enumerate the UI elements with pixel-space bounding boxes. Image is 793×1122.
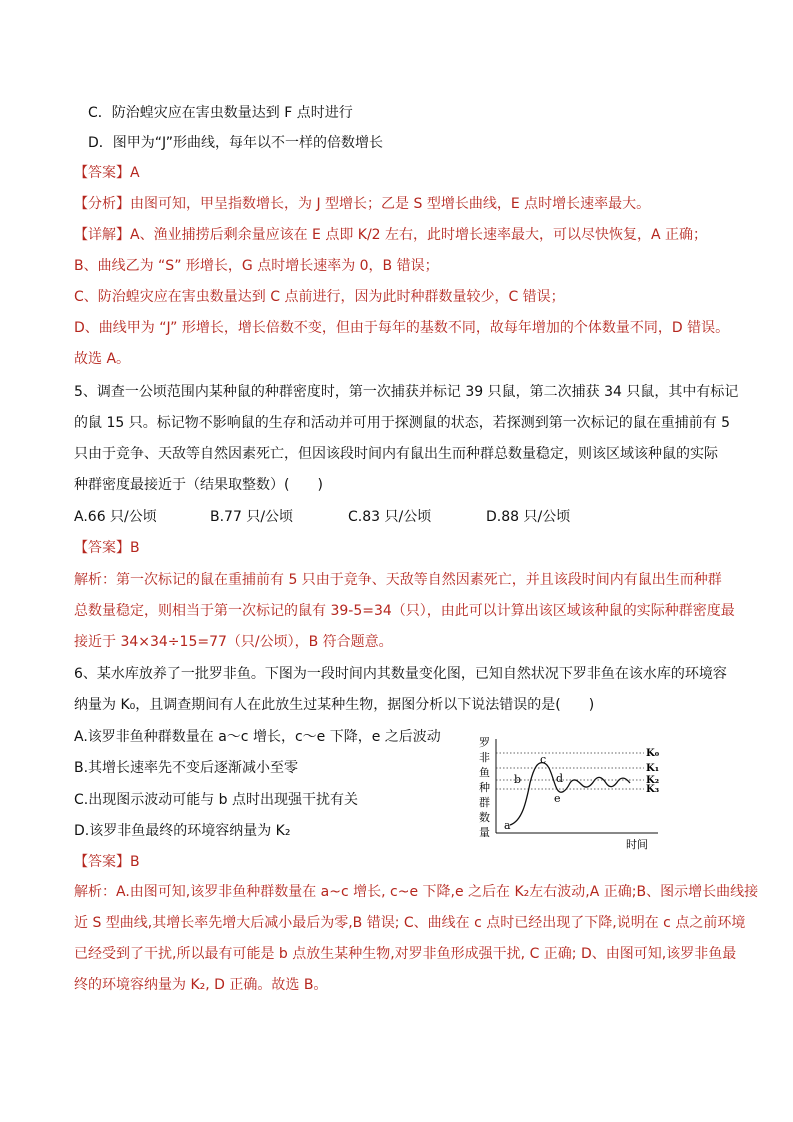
point-c-label: c [540, 753, 547, 766]
population-curve [510, 763, 630, 825]
q4-detail-3: C、防治蝗灾应在害虫数量达到 C 点前进行，因为此时种群数量较少，C 错误； [74, 289, 565, 305]
q6-answer [74, 852, 140, 872]
x-axis-label: 时间 [626, 838, 648, 851]
answer-label: 【答案】 [74, 854, 130, 870]
y-label-char: 非 [479, 751, 490, 764]
q4-analysis [74, 194, 650, 214]
q4-detail-1 [74, 225, 707, 245]
q4-answer [74, 163, 140, 183]
k2-label: K₂ [646, 775, 660, 786]
q5-option-c: C.83 只/公顷 [348, 509, 432, 525]
detail-label: 【详解】 [74, 227, 130, 243]
k3-label: K₃ [646, 784, 660, 795]
y-label-char: 罗 [479, 736, 490, 749]
population-graph [470, 733, 670, 853]
y-label-char: 量 [479, 826, 490, 839]
point-e-label: e [554, 792, 561, 805]
q6-explain-3: 已经受到了干扰,所以最有可能是 b 点放生某种生物,对罗非鱼形成强干扰, C 正确; D、由图可知,该罗非鱼最 [74, 946, 737, 962]
point-d-label: d [556, 772, 564, 785]
detail-text: A、渔业捕捞后剩余量应该在 E 点即 K/2 左右，此时增长速率最大，可以尽快恢复，A 正确； [130, 227, 708, 243]
q5-answer [74, 538, 140, 558]
q4-detail-2: B、曲线乙为 “S” 形增长，G 点时增长速率为 0，B 错误； [74, 258, 439, 274]
q5-line-2: 的鼠 15 只。标记物不影响鼠的生存和活动并可用于探测鼠的状态，若探测到第一次标记的鼠在重捕前有 5 [74, 415, 731, 431]
q6-option-a: A.该罗非鱼种群数量在 a～c 增长，c～e 下降，e 之后波动 [74, 729, 441, 745]
y-label-char: 种 [479, 781, 490, 794]
k0-label: K₀ [646, 748, 660, 759]
y-axis-label [479, 736, 490, 839]
q6-option-b: B.其增长速率先不变后逐渐减小至零 [74, 760, 299, 776]
q5-line-4: 种群密度最接近于（结果取整数）( ) [74, 477, 323, 493]
q4-detail-4: D、曲线甲为 “J” 形增长，增长倍数不变，但由于每年的基数不同，故每年增加的个体数量不同，D 错误。 [74, 320, 730, 336]
answer-value: B [130, 540, 140, 556]
q4-option-d: D．图甲为“J”形曲线，每年以不一样的倍数增长 [88, 135, 383, 151]
q4-option-c: C．防治蝗灾应在害虫数量达到 F 点时进行 [88, 105, 353, 121]
analysis-text: 由图可知，甲呈指数增长，为 J 型增长；乙是 S 型增长曲线，E 点时增长速率最大。 [130, 196, 651, 212]
q6-option-c: C.出现图示波动可能与 b 点时出现强干扰有关 [74, 792, 359, 808]
q5-explain-2: 总数量稳定，则相当于第一次标记的鼠有 39-5=34（只），由此可以计算出该区域该种鼠的实际种群密度最 [74, 603, 735, 619]
q5-option-a: A.66 只/公顷 [74, 509, 157, 525]
q5-option-b: B.77 只/公顷 [210, 509, 294, 525]
q6-line-2: 纳量为 K₀，且调查期间有人在此放生过某种生物，据图分析以下说法错误的是( ) [74, 697, 595, 713]
y-label-char: 鱼 [479, 766, 490, 779]
q6-explain-2: 近 S 型曲线,其增长率先增大后减小最后为零,B 错误; C、曲线在 c 点时已经出现了下降,说明在 c 点之前环境 [74, 915, 746, 931]
y-label-char: 数 [479, 811, 490, 824]
answer-label: 【答案】 [74, 165, 130, 181]
point-b-label: b [514, 773, 522, 786]
q6-option-d: D.该罗非鱼最终的环境容纳量为 K₂ [74, 823, 291, 839]
q4-detail-5: 故选 A。 [74, 351, 131, 367]
q5-line-3: 只由于竞争、天敌等自然因素死亡，但因该段时间内有鼠出生而种群总数量稳定，则该区域该种鼠的实际 [74, 446, 718, 462]
point-a-label: a [504, 819, 511, 832]
q6-explain-1: 解析：A.由图可知,该罗非鱼种群数量在 a~c 增长, c~e 下降,e 之后在 K₂左右波动,A 正确;B、图示增长曲线接 [74, 884, 759, 900]
q5-line-1: 5、调查一公顷范围内某种鼠的种群密度时，第一次捕获并标记 39 只鼠，第二次捕获 34 只鼠，其中有标记 [74, 384, 739, 400]
q5-option-d: D.88 只/公顷 [486, 509, 571, 525]
y-label-char: 群 [479, 796, 490, 809]
q6-explain-4: 终的环境容纳量为 K₂, D 正确。故选 B。 [74, 977, 328, 993]
analysis-label: 【分析】 [74, 196, 130, 212]
answer-value: A [130, 165, 140, 181]
answer-label: 【答案】 [74, 540, 130, 556]
q5-explain-3: 接近于 34×34÷15=77（只/公顷），B 符合题意。 [74, 634, 393, 650]
k1-label: K₁ [646, 763, 660, 774]
answer-value: B [130, 854, 140, 870]
q6-line-1: 6、某水库放养了一批罗非鱼。下图为一段时间内其数量变化图，已知自然状况下罗非鱼在该水库的环境容 [74, 666, 727, 682]
q5-explain-1: 解析：第一次标记的鼠在重捕前有 5 只由于竞争、天敌等自然因素死亡，并且该段时间内有鼠出生而种群 [74, 572, 722, 588]
